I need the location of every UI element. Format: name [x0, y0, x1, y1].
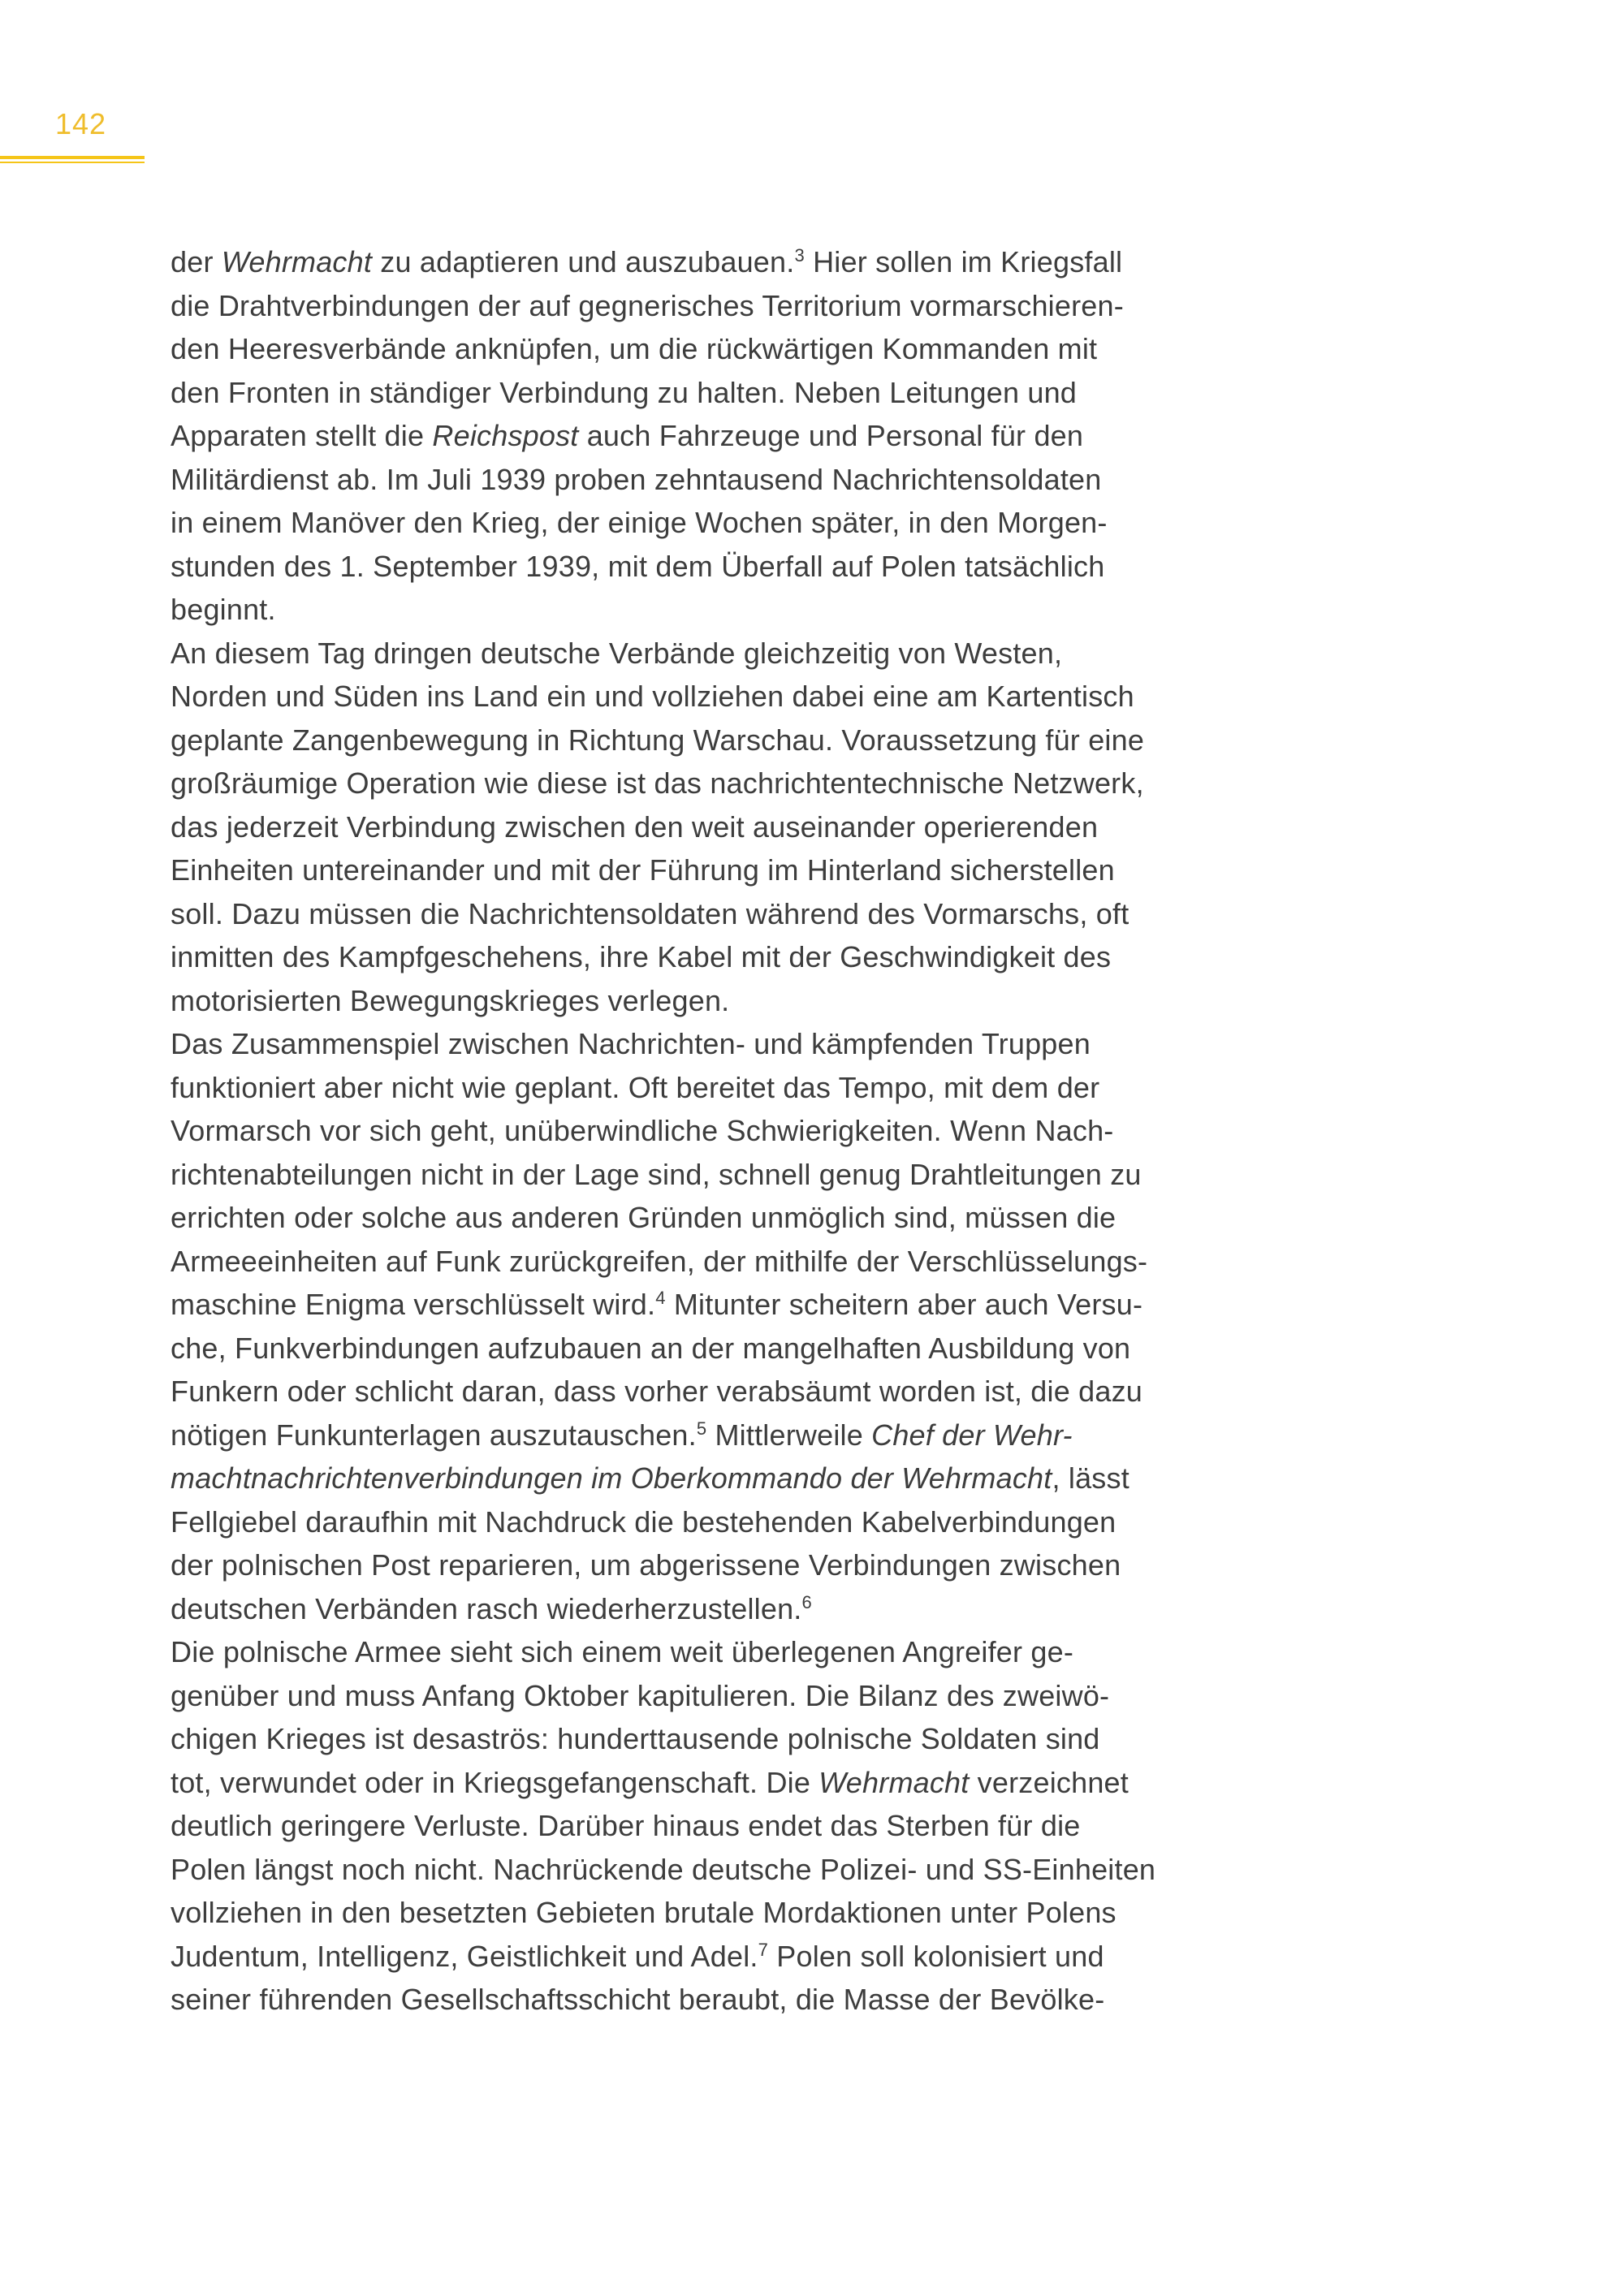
text-segment: richtenabteilungen nicht in der Lage sind, schnell genug Drahtleitungen zu: [171, 1157, 1142, 1191]
text-segment: inmitten des Kampfgeschehens, ihre Kabel mit der Geschwindigkeit des: [171, 940, 1112, 973]
text-line: [171, 1848, 1470, 1892]
text-line: [171, 284, 1470, 328]
text-line: [171, 458, 1470, 502]
text-segment: Apparaten stellt die: [171, 419, 433, 452]
text-segment: machtnachrichtenverbindungen im Oberkommando der Wehrmacht: [171, 1461, 1052, 1495]
footnote-marker: 4: [655, 1288, 666, 1308]
text-segment: Vormarsch vor sich geht, unüberwindliche Schwierigkeiten. Wenn Nach-: [171, 1114, 1114, 1147]
text-line: [171, 805, 1470, 849]
text-line: [171, 935, 1470, 979]
text-line: [171, 1717, 1470, 1761]
text-line: [171, 762, 1470, 805]
text-line: [171, 1066, 1470, 1110]
text-segment: Chef der Wehr-: [871, 1418, 1073, 1452]
text-segment: errichten oder solche aus anderen Gründen unmöglich sind, müssen die: [171, 1201, 1116, 1234]
text-segment: auch Fahrzeuge und Personal für den: [578, 419, 1084, 452]
footnote-marker: 3: [794, 245, 805, 265]
text-line: [171, 979, 1470, 1023]
text-segment: Hier sollen im Kriegsfall: [804, 245, 1123, 278]
text-line: [171, 1022, 1470, 1066]
footnote-marker: 7: [758, 1939, 769, 1960]
text-segment: geplante Zangenbewegung in Richtung Warschau. Voraussetzung für eine: [171, 723, 1145, 757]
text-line: [171, 1153, 1470, 1197]
text-segment: in einem Manöver den Krieg, der einige Wochen später, in den Morgen-: [171, 506, 1108, 539]
text-segment: Wehrmacht: [221, 245, 373, 278]
text-line: [171, 1196, 1470, 1240]
body-text: [171, 240, 1470, 2022]
text-line: [171, 1761, 1470, 1805]
text-line: [171, 1327, 1470, 1370]
text-line: [171, 1674, 1470, 1718]
text-segment: stunden des 1. September 1939, mit dem Überfall auf Polen tatsächlich: [171, 549, 1105, 583]
text-line: [171, 1414, 1470, 1457]
text-segment: deutschen Verbänden rasch wiederherzustellen.: [171, 1591, 802, 1625]
text-line: [171, 675, 1470, 719]
text-line: [171, 327, 1470, 371]
text-segment: tot, verwundet oder in Kriegsgefangenschaft. Die: [171, 1765, 819, 1799]
text-segment: verzeichnet: [969, 1765, 1129, 1799]
text-line: [171, 848, 1470, 892]
text-segment: seiner führenden Gesellschaftsschicht beraubt, die Masse der Bevölke-: [171, 1983, 1105, 2016]
text-line: [171, 1630, 1470, 1674]
text-segment: , lässt: [1052, 1461, 1129, 1495]
text-segment: funktioniert aber nicht wie geplant. Oft bereitet das Tempo, mit dem der: [171, 1070, 1100, 1104]
text-segment: das jederzeit Verbindung zwischen den weit auseinander operierenden: [171, 809, 1099, 844]
text-line: [171, 371, 1470, 415]
text-line: [171, 545, 1470, 589]
text-segment: soll. Dazu müssen die Nachrichtensoldaten während des Vormarschs, oft: [171, 896, 1129, 930]
text-line: [171, 1240, 1470, 1284]
text-segment: beginnt.: [171, 593, 276, 626]
text-segment: Armeeeinheiten auf Funk zurückgreifen, der mithilfe der Verschlüsselungs-: [171, 1244, 1148, 1278]
text-segment: Funkern oder schlicht daran, dass vorher verabsäumt worden ist, die dazu: [171, 1375, 1143, 1408]
text-segment: vollziehen in den besetzten Gebieten brutale Mordaktionen unter Polens: [171, 1896, 1116, 1929]
text-segment: nötigen Funkunterlagen auszutauschen.: [171, 1418, 697, 1452]
text-segment: Norden und Süden ins Land ein und vollziehen dabei eine am Kartentisch: [171, 680, 1134, 713]
text-segment: Militärdienst ab. Im Juli 1939 proben zehntausend Nachrichtensoldaten: [171, 462, 1102, 496]
text-line: [171, 501, 1470, 545]
text-line: [171, 1370, 1470, 1414]
text-segment: zu adaptieren und auszubauen.: [372, 245, 795, 278]
text-segment: Mitunter scheitern aber auch Versu-: [665, 1288, 1143, 1321]
text-segment: die Drahtverbindungen der auf gegnerisches Territorium vormarschieren-: [171, 288, 1124, 322]
footnote-marker: 6: [801, 1591, 812, 1612]
text-segment: maschine Enigma verschlüsselt wird.: [171, 1288, 656, 1321]
text-line: [171, 240, 1470, 284]
text-segment: großräumige Operation wie diese ist das nachrichtentechnische Netzwerk,: [171, 766, 1144, 800]
text-segment: chigen Krieges ist desaströs: hunderttausende polnische Soldaten sind: [171, 1722, 1100, 1755]
text-segment: der: [171, 245, 222, 278]
text-line: [171, 1587, 1470, 1631]
text-line: [171, 892, 1470, 936]
text-line: [171, 719, 1470, 762]
text-segment: Polen soll kolonisiert und: [768, 1939, 1104, 1973]
text-segment: Mittlerweile: [706, 1418, 872, 1452]
text-segment: den Fronten in ständiger Verbindung zu halten. Neben Leitungen und: [171, 375, 1078, 409]
page-number: 142: [55, 107, 107, 140]
text-line: [171, 1109, 1470, 1153]
text-line: [171, 414, 1470, 458]
text-segment: Wehrmacht: [818, 1765, 970, 1799]
text-line: [171, 1283, 1470, 1327]
text-line: [171, 588, 1470, 632]
text-segment: An diesem Tag dringen deutsche Verbände gleichzeitig von Westen,: [171, 636, 1063, 670]
text-line: [171, 1891, 1470, 1935]
text-segment: genüber und muss Anfang Oktober kapitulieren. Die Bilanz des zweiwö-: [171, 1678, 1110, 1712]
text-segment: den Heeresverbände anknüpfen, um die rückwärtigen Kommanden mit: [171, 332, 1098, 365]
text-segment: deutlich geringere Verluste. Darüber hinaus endet das Sterben für die: [171, 1809, 1081, 1842]
text-segment: Fellgiebel daraufhin mit Nachdruck die bestehenden Kabelverbindungen: [171, 1504, 1116, 1539]
text-segment: Das Zusammenspiel zwischen Nachrichten- und kämpfenden Truppen: [171, 1027, 1091, 1060]
text-segment: che, Funkverbindungen aufzubauen an der mangelhaften Ausbildung von: [171, 1331, 1131, 1365]
text-line: [171, 1500, 1470, 1544]
text-line: [171, 1935, 1470, 1979]
text-line: [171, 1804, 1470, 1848]
text-line: [171, 1978, 1470, 2022]
text-line: [171, 1543, 1470, 1587]
text-segment: Polen längst noch nicht. Nachrückende deutsche Polizei- und SS-Einheiten: [171, 1852, 1156, 1886]
text-segment: Die polnische Armee sieht sich einem weit überlegenen Angreifer ge-: [171, 1635, 1074, 1668]
text-segment: der polnischen Post reparieren, um abgerissene Verbindungen zwischen: [171, 1548, 1121, 1582]
text-line: [171, 1457, 1470, 1500]
accent-rule: [0, 156, 145, 163]
text-segment: Judentum, Intelligenz, Geistlichkeit und Adel.: [171, 1939, 758, 1973]
text-line: [171, 632, 1470, 676]
text-segment: motorisierten Bewegungskrieges verlegen.: [171, 983, 730, 1017]
text-segment: Einheiten untereinander und mit der Führung im Hinterland sicherstellen: [171, 853, 1115, 887]
footnote-marker: 5: [696, 1418, 707, 1439]
text-segment: Reichspost: [432, 419, 579, 452]
